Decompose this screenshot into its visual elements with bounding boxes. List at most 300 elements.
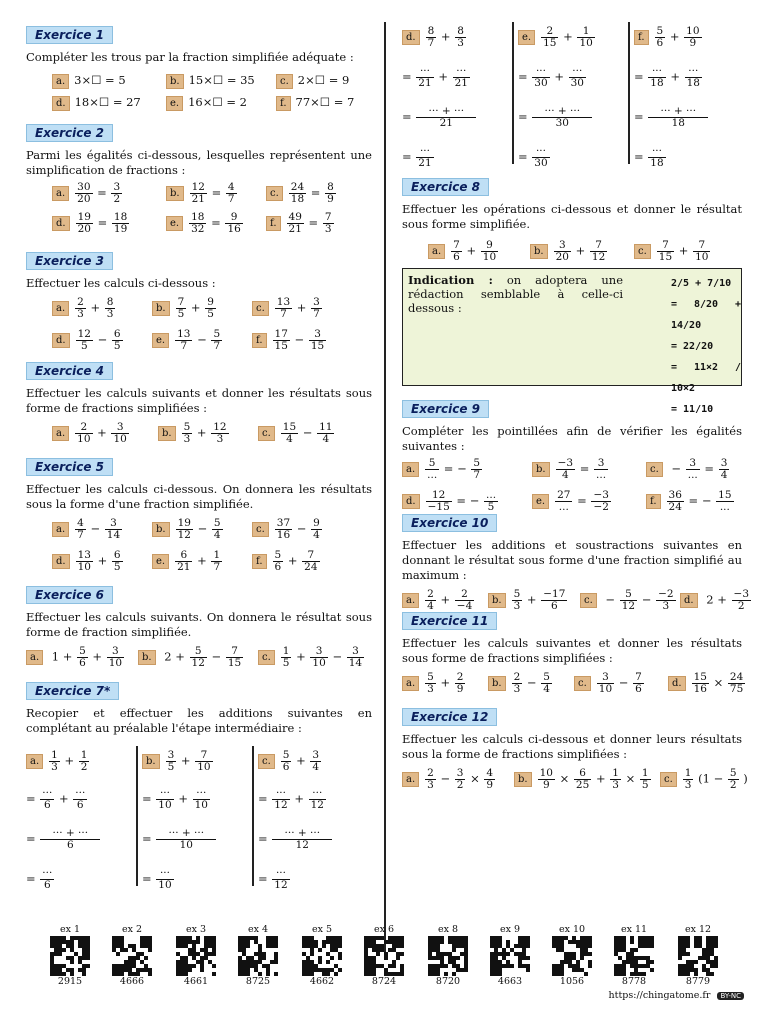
qr-module xyxy=(82,940,86,944)
numerator: 5 xyxy=(213,517,221,529)
denominator: 4 xyxy=(556,469,575,481)
denominator: 4 xyxy=(317,433,334,445)
qr-module xyxy=(646,936,650,940)
qr-module xyxy=(498,968,502,972)
qr-module xyxy=(334,936,338,940)
column-separator xyxy=(252,746,254,886)
operator: + xyxy=(436,592,454,607)
denominator: ... xyxy=(555,501,572,513)
qr-module xyxy=(176,964,180,968)
operator: = xyxy=(576,461,594,476)
qr-module xyxy=(246,956,250,960)
qr-module xyxy=(58,948,62,952)
footer-url[interactable]: https://chingatome.fr xyxy=(608,990,711,1001)
fraction xyxy=(532,106,592,129)
qr-module xyxy=(338,944,342,948)
qr-module xyxy=(506,944,510,948)
qr-module xyxy=(120,944,124,948)
item-expression: 2×☐ = 9 xyxy=(297,73,350,87)
qr-module xyxy=(200,956,204,960)
qr-module xyxy=(238,956,242,960)
qr-module xyxy=(444,964,448,968)
qr-module xyxy=(306,944,310,948)
exercise-item xyxy=(258,646,365,669)
qr-module xyxy=(490,936,494,940)
qr-module xyxy=(238,936,242,940)
qr-module xyxy=(682,948,686,952)
qr-module xyxy=(588,952,592,956)
qr-module xyxy=(568,960,572,964)
fraction xyxy=(272,828,332,851)
qr-module xyxy=(254,968,258,972)
qr-module xyxy=(274,960,278,964)
intermediate-line xyxy=(26,868,55,891)
exercise-7 xyxy=(26,682,372,906)
numerator: 5 xyxy=(656,25,664,37)
numerator: ··· xyxy=(651,65,662,77)
denominator: 3 xyxy=(77,308,84,320)
qr-module xyxy=(322,940,326,944)
numerator: 37 xyxy=(276,517,291,529)
numerator: ··· xyxy=(196,787,207,799)
qr-module xyxy=(208,960,212,964)
operator: + xyxy=(437,29,455,44)
operator: + xyxy=(292,753,310,768)
qr-module xyxy=(82,944,86,948)
item-tag: d. xyxy=(52,333,70,348)
numerator: 5 xyxy=(213,328,221,340)
operator: = xyxy=(402,149,416,164)
qr-module xyxy=(694,940,698,944)
qr-module xyxy=(58,944,62,948)
qr-module xyxy=(392,964,396,968)
exercise-item xyxy=(402,458,483,481)
fraction xyxy=(512,672,523,695)
qr-module xyxy=(208,952,212,956)
qr-module xyxy=(584,952,588,956)
numerator: ··· xyxy=(419,65,430,77)
exercise-item xyxy=(152,297,217,320)
item-tag: c. xyxy=(660,772,677,787)
qr-module xyxy=(50,952,54,956)
exercise-item xyxy=(530,240,608,263)
denominator: 9 xyxy=(456,683,464,695)
denominator: 7 xyxy=(473,469,481,481)
numerator: ··· xyxy=(535,145,546,157)
denominator: 3 xyxy=(427,779,434,791)
qr-module xyxy=(464,952,468,956)
item-tag: d. xyxy=(402,30,420,45)
qr-module xyxy=(86,936,90,940)
qr-module xyxy=(70,940,74,944)
qr-module xyxy=(490,944,494,948)
item-tag: b. xyxy=(166,186,184,201)
fraction xyxy=(175,329,192,352)
qr-module xyxy=(388,936,392,940)
fraction xyxy=(273,329,290,352)
qr-module xyxy=(188,936,192,940)
exercise-item xyxy=(574,672,645,695)
denominator: 2 xyxy=(80,761,88,773)
numerator: −3 xyxy=(733,588,749,600)
qr-module xyxy=(498,940,502,944)
operator: = xyxy=(518,149,532,164)
denominator: 3 xyxy=(457,37,464,49)
qr-module xyxy=(334,964,338,968)
qr-module xyxy=(330,948,334,952)
qr-module xyxy=(372,964,376,968)
qr-code[interactable] xyxy=(364,936,404,976)
qr-module xyxy=(456,964,460,968)
qr-module xyxy=(436,940,440,944)
qr-module xyxy=(86,956,90,960)
numerator: 12 xyxy=(77,328,91,340)
qr-module xyxy=(314,964,318,968)
qr-module xyxy=(526,956,530,960)
qr-module xyxy=(306,968,310,972)
qr-code-number: 4663 xyxy=(497,976,523,987)
exercise-item xyxy=(258,422,335,445)
qr-code-number: 8725 xyxy=(245,976,271,987)
denominator: 10 xyxy=(113,433,127,445)
numerator: 7 xyxy=(324,211,332,223)
fraction xyxy=(225,212,242,235)
qr-module xyxy=(448,956,452,960)
item-tag: e. xyxy=(152,333,169,348)
qr-module xyxy=(464,948,468,952)
qr-code[interactable] xyxy=(614,936,654,976)
exercise-9 xyxy=(402,400,742,520)
item-tag: c. xyxy=(258,650,275,665)
numerator: 5 xyxy=(625,588,632,600)
numerator: ··· + ··· xyxy=(544,105,581,117)
exercise-item xyxy=(276,95,354,111)
qr-module xyxy=(246,968,250,972)
qr-module xyxy=(330,956,334,960)
item-tag: d. xyxy=(52,96,70,111)
operator: = xyxy=(634,109,648,124)
intermediate-line xyxy=(258,750,322,773)
qr-module xyxy=(334,940,338,944)
fraction xyxy=(425,589,436,612)
qr-module xyxy=(588,964,592,968)
qr-module xyxy=(204,956,208,960)
denominator: 2 xyxy=(732,600,751,612)
exercise-item xyxy=(166,182,238,205)
denominator: 5 xyxy=(76,340,93,352)
fraction xyxy=(686,458,700,481)
numerator: 3 xyxy=(689,457,697,469)
qr-module xyxy=(702,964,706,968)
fraction xyxy=(347,646,364,669)
denominator: −4 xyxy=(456,600,473,612)
qr-module xyxy=(132,964,136,968)
qr-module xyxy=(494,964,498,968)
qr-module xyxy=(70,944,74,948)
qr-module xyxy=(690,964,694,968)
denominator: 10 xyxy=(579,37,593,49)
qr-module xyxy=(400,968,404,972)
denominator: 3 xyxy=(612,779,619,791)
qr-module xyxy=(124,964,128,968)
qr-module xyxy=(124,948,128,952)
numerator: 19 xyxy=(77,211,91,223)
item-tag: f. xyxy=(252,554,267,569)
qr-module xyxy=(380,936,384,940)
qr-module xyxy=(580,940,584,944)
denominator: 3 xyxy=(427,683,434,695)
numerator: 7 xyxy=(698,239,706,251)
qr-module xyxy=(310,944,314,948)
item-tag: b. xyxy=(166,74,184,89)
denominator: 30 xyxy=(534,157,548,169)
qr-module xyxy=(128,956,132,960)
fraction xyxy=(75,182,92,205)
qr-module xyxy=(464,940,468,944)
denominator: 5 xyxy=(167,761,175,773)
numerator: 2 xyxy=(456,671,464,683)
qr-module xyxy=(50,944,54,948)
qr-module xyxy=(58,968,62,972)
exercise-item xyxy=(52,182,123,205)
qr-module xyxy=(556,968,560,972)
fraction xyxy=(226,182,237,205)
qr-module xyxy=(116,952,120,956)
exercise-title: Exercice 10 xyxy=(402,514,497,532)
operator: − xyxy=(667,461,685,476)
exercise-item xyxy=(52,550,124,573)
qr-module xyxy=(242,944,246,948)
exercise-item xyxy=(488,589,568,612)
denominator: 7 xyxy=(313,308,320,320)
qr-module xyxy=(580,952,584,956)
item-tag: b. xyxy=(152,301,170,316)
qr-module xyxy=(274,944,278,948)
fraction xyxy=(226,646,243,669)
qr-module xyxy=(144,956,148,960)
qr-module xyxy=(626,956,630,960)
denominator: 7 xyxy=(213,340,221,352)
qr-module xyxy=(576,968,580,972)
qr-module xyxy=(560,936,564,940)
qr-module xyxy=(460,968,464,972)
item-tag: c. xyxy=(258,426,275,441)
qr-module xyxy=(242,952,246,956)
qr-module xyxy=(132,948,136,952)
operator: = xyxy=(93,215,111,230)
qr-module xyxy=(392,936,396,940)
qr-module xyxy=(518,952,522,956)
qr-module xyxy=(614,940,618,944)
qr-module xyxy=(452,964,456,968)
qr-module xyxy=(200,968,204,972)
numerator: ··· xyxy=(312,787,323,799)
intermediate-line xyxy=(402,146,435,169)
qr-module xyxy=(78,968,82,972)
numerator: 36 xyxy=(668,489,682,501)
fraction xyxy=(76,329,93,352)
qr-module xyxy=(392,940,396,944)
numerator: 2 xyxy=(80,421,88,433)
numerator: 3 xyxy=(602,671,609,683)
qr-module xyxy=(710,940,714,944)
fraction xyxy=(311,297,322,320)
fraction xyxy=(281,646,292,669)
qr-module xyxy=(334,944,338,948)
qr-code[interactable] xyxy=(678,936,718,976)
qr-module xyxy=(310,952,314,956)
qr-module xyxy=(456,944,460,948)
qr-code[interactable] xyxy=(490,936,530,976)
qr-module xyxy=(448,940,452,944)
denominator: 18 xyxy=(686,77,700,89)
fraction xyxy=(541,672,552,695)
qr-label: ex 12 xyxy=(684,924,712,935)
item-tag: c. xyxy=(580,593,597,608)
qr-module xyxy=(682,936,686,940)
denominator: 21 xyxy=(416,117,476,129)
qr-module xyxy=(498,936,502,940)
qr-module xyxy=(678,948,682,952)
qr-module xyxy=(630,936,634,940)
exercise-item xyxy=(680,589,752,612)
numerator: ··· + ··· xyxy=(168,827,205,839)
intermediate-line xyxy=(26,750,90,773)
qr-module xyxy=(584,944,588,948)
qr-module xyxy=(330,936,334,940)
qr-module xyxy=(686,960,690,964)
qr-module xyxy=(614,936,618,940)
fraction xyxy=(554,240,571,263)
operator: + xyxy=(293,300,311,315)
qr-module xyxy=(572,940,576,944)
qr-module xyxy=(564,956,568,960)
qr-module xyxy=(78,960,82,964)
exercise-item xyxy=(252,550,321,573)
fraction xyxy=(275,518,292,541)
qr-module xyxy=(384,968,388,972)
exercise-2 xyxy=(26,124,372,238)
qr-module xyxy=(506,960,510,964)
denominator: 10 xyxy=(197,761,211,773)
qr-label: ex 1 xyxy=(59,924,81,935)
qr-code[interactable] xyxy=(428,936,468,976)
numerator: 4 xyxy=(486,767,494,779)
fraction xyxy=(426,26,437,49)
numerator: 13 xyxy=(177,328,191,340)
column-divider xyxy=(384,22,386,952)
qr-module xyxy=(706,952,710,956)
qr-module xyxy=(200,948,204,952)
operator: + xyxy=(436,675,454,690)
item-tag: a. xyxy=(52,301,69,316)
numerator: 5 xyxy=(729,767,737,779)
item-tag: e. xyxy=(518,30,535,45)
fraction xyxy=(211,329,222,352)
qr-module xyxy=(208,936,212,940)
qr-module xyxy=(580,936,584,940)
qr-module xyxy=(136,968,140,972)
qr-module xyxy=(266,936,270,940)
qr-code-number: 4661 xyxy=(183,976,209,987)
qr-code-number: 8778 xyxy=(621,976,647,987)
fraction xyxy=(112,550,123,573)
qr-module xyxy=(436,944,440,948)
denominator: 32 xyxy=(191,223,205,235)
denominator: 10 xyxy=(312,657,326,669)
qr-module xyxy=(584,936,588,940)
qr-module xyxy=(498,960,502,964)
item-tag: e. xyxy=(532,494,549,509)
qr-code[interactable] xyxy=(176,936,216,976)
qr-code[interactable] xyxy=(302,936,342,976)
qr-module xyxy=(238,940,242,944)
qr-module xyxy=(116,968,120,972)
qr-code[interactable] xyxy=(50,936,90,976)
denominator: 4 xyxy=(213,529,221,541)
qr-module xyxy=(464,956,468,960)
qr-code[interactable] xyxy=(552,936,592,976)
fraction xyxy=(455,589,474,612)
denominator: 6 xyxy=(635,683,642,695)
item-tag: f. xyxy=(646,494,661,509)
qr-module xyxy=(188,940,192,944)
qr-module xyxy=(698,956,702,960)
qr-code[interactable] xyxy=(238,936,278,976)
qr-module xyxy=(428,952,432,956)
fraction xyxy=(76,550,93,573)
exercise-text: Effectuer les additions et soustractions suivantes en donnant le résultat sous forme d'une fraction simplifié au maximum : xyxy=(402,538,742,582)
hint-label: Indication : xyxy=(408,273,493,287)
item-expression: 3×☐ = 5 xyxy=(74,73,126,87)
numerator: 3 xyxy=(558,239,566,251)
exercise-item xyxy=(276,73,349,89)
qr-code[interactable] xyxy=(112,936,152,976)
qr-module xyxy=(144,940,148,944)
operator: − xyxy=(193,332,211,347)
item-tag: c. xyxy=(646,462,663,477)
fraction xyxy=(453,66,470,89)
numerator: 2 xyxy=(461,588,468,600)
exercise-item xyxy=(252,297,323,320)
fraction xyxy=(273,550,284,573)
qr-module xyxy=(212,948,216,952)
column-separator xyxy=(136,746,138,886)
item-tag: c. xyxy=(252,522,269,537)
operator: × xyxy=(555,771,573,786)
denominator: 6 xyxy=(453,251,460,263)
qr-label: ex 3 xyxy=(185,924,207,935)
qr-module xyxy=(120,936,124,940)
qr-module xyxy=(62,940,66,944)
operator: − xyxy=(523,675,541,690)
qr-module xyxy=(436,948,440,952)
exercise-item xyxy=(514,768,652,791)
qr-module xyxy=(78,944,82,948)
numerator: 5 xyxy=(513,588,521,600)
exercise-1 xyxy=(26,26,372,109)
qr-module xyxy=(128,944,132,948)
numerator: −2 xyxy=(658,588,674,600)
numerator: ... xyxy=(486,489,497,501)
denominator: 5 xyxy=(207,308,214,320)
intermediate-line xyxy=(634,26,703,49)
exercise-text: Compléter les pointillées afin de vérifier les égalités suivantes : xyxy=(402,424,742,453)
operator: − xyxy=(293,521,311,536)
fraction xyxy=(289,182,306,205)
qr-module xyxy=(706,940,710,944)
denominator: 21 xyxy=(418,77,432,89)
